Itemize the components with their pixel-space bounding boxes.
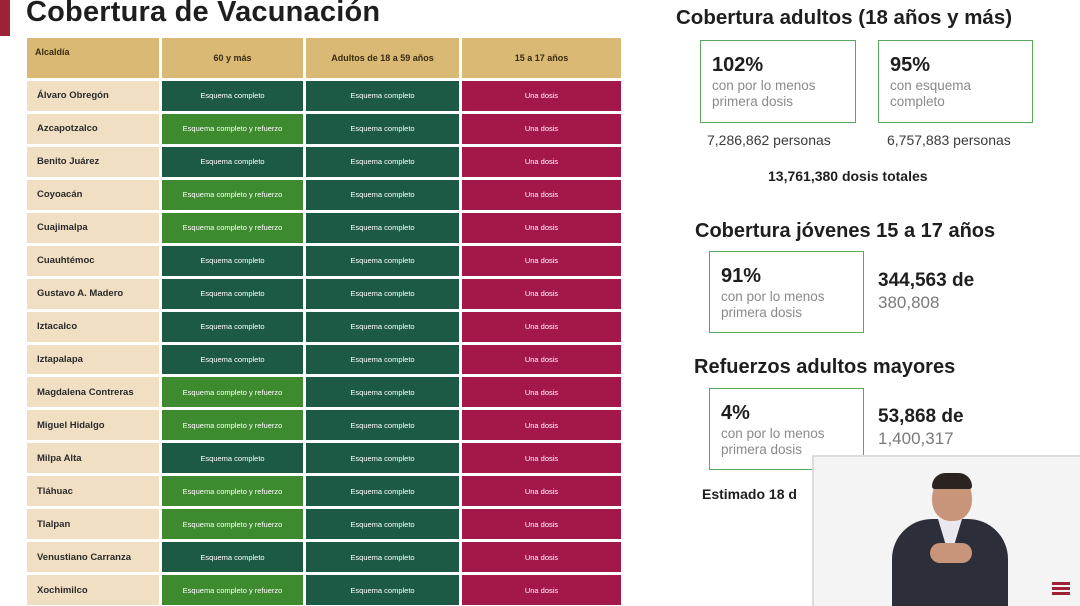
youth-pct: 91%	[721, 265, 762, 287]
vaccination-table	[24, 35, 624, 606]
adults-first-dose-people: 7,286,862 personas	[707, 132, 831, 148]
status-15-17-cell: Una dosis	[462, 246, 621, 276]
alcaldia-cell: Azcapotzalco	[27, 114, 159, 144]
status-15-17-cell: Una dosis	[462, 575, 621, 605]
status-15-17-cell: Una dosis	[462, 213, 621, 243]
alcaldia-cell: Gustavo A. Madero	[27, 279, 159, 309]
alcaldia-cell: Cuauhtémoc	[27, 246, 159, 276]
status-60-plus-cell: Esquema completo	[162, 312, 303, 342]
adults-complete-desc: con esquema completo	[890, 78, 972, 109]
status-60-plus-cell: Esquema completo	[162, 345, 303, 375]
estimate-footnote: Estimado 18 d	[702, 486, 797, 502]
alcaldia-cell: Milpa Alta	[27, 443, 159, 473]
youth-title: Cobertura jóvenes 15 a 17 años	[695, 220, 996, 242]
status-18-59-cell: Esquema completo	[306, 476, 459, 506]
status-60-plus-cell: Esquema completo y refuerzo	[162, 213, 303, 243]
header-alcaldia: Alcaldía	[27, 38, 159, 78]
table-row	[27, 81, 621, 111]
status-18-59-cell: Esquema completo	[306, 542, 459, 572]
table-row	[27, 509, 621, 539]
interpreter-hair	[932, 473, 972, 489]
broadcast-logo-icon	[1052, 582, 1070, 598]
table-row	[27, 147, 621, 177]
adults-complete-box	[878, 40, 1033, 123]
status-60-plus-cell: Esquema completo	[162, 279, 303, 309]
status-60-plus-cell: Esquema completo y refuerzo	[162, 476, 303, 506]
status-60-plus-cell: Esquema completo y refuerzo	[162, 114, 303, 144]
status-18-59-cell: Esquema completo	[306, 81, 459, 111]
table-row	[27, 575, 621, 605]
page-title: Cobertura de Vacunación	[26, 0, 381, 28]
alcaldia-cell: Xochimilco	[27, 575, 159, 605]
status-15-17-cell: Una dosis	[462, 81, 621, 111]
status-60-plus-cell: Esquema completo y refuerzo	[162, 575, 303, 605]
alcaldia-cell: Tlalpan	[27, 509, 159, 539]
status-15-17-cell: Una dosis	[462, 180, 621, 210]
table-row	[27, 542, 621, 572]
status-60-plus-cell: Esquema completo y refuerzo	[162, 377, 303, 407]
status-18-59-cell: Esquema completo	[306, 575, 459, 605]
status-15-17-cell: Una dosis	[462, 147, 621, 177]
status-18-59-cell: Esquema completo	[306, 377, 459, 407]
table-body	[27, 81, 621, 605]
alcaldia-cell: Cuajimalpa	[27, 213, 159, 243]
status-60-plus-cell: Esquema completo	[162, 542, 303, 572]
status-15-17-cell: Una dosis	[462, 377, 621, 407]
interpreter-video	[812, 455, 1080, 606]
header-60-plus: 60 y más	[162, 38, 303, 78]
status-18-59-cell: Esquema completo	[306, 114, 459, 144]
status-18-59-cell: Esquema completo	[306, 180, 459, 210]
alcaldia-cell: Magdalena Contreras	[27, 377, 159, 407]
alcaldia-cell: Miguel Hidalgo	[27, 410, 159, 440]
boosters-total: 1,400,317	[878, 429, 954, 448]
alcaldia-cell: Tláhuac	[27, 476, 159, 506]
adults-complete-people: 6,757,883 personas	[887, 132, 1011, 148]
table-row	[27, 476, 621, 506]
status-15-17-cell: Una dosis	[462, 279, 621, 309]
status-15-17-cell: Una dosis	[462, 410, 621, 440]
status-15-17-cell: Una dosis	[462, 509, 621, 539]
status-15-17-cell: Una dosis	[462, 345, 621, 375]
status-18-59-cell: Esquema completo	[306, 279, 459, 309]
table-row	[27, 180, 621, 210]
table-row	[27, 410, 621, 440]
boosters-pct: 4%	[721, 402, 750, 424]
status-60-plus-cell: Esquema completo	[162, 443, 303, 473]
status-15-17-cell: Una dosis	[462, 114, 621, 144]
youth-count: 344,563 de	[878, 270, 975, 291]
status-18-59-cell: Esquema completo	[306, 213, 459, 243]
table-row	[27, 443, 621, 473]
status-18-59-cell: Esquema completo	[306, 509, 459, 539]
status-15-17-cell: Una dosis	[462, 443, 621, 473]
alcaldia-cell: Iztapalapa	[27, 345, 159, 375]
table-row	[27, 114, 621, 144]
adults-first-dose-box	[700, 40, 856, 123]
status-18-59-cell: Esquema completo	[306, 246, 459, 276]
status-18-59-cell: Esquema completo	[306, 443, 459, 473]
table-header-row	[27, 38, 621, 78]
accent-bar	[0, 0, 10, 36]
youth-box	[709, 251, 864, 333]
alcaldia-cell: Coyoacán	[27, 180, 159, 210]
status-18-59-cell: Esquema completo	[306, 410, 459, 440]
youth-total: 380,808	[878, 293, 940, 312]
table-row	[27, 312, 621, 342]
adults-complete-pct: 95%	[890, 54, 931, 76]
table-row	[27, 279, 621, 309]
boosters-count: 53,868 de	[878, 406, 964, 427]
adults-total-doses: 13,761,380 dosis totales	[768, 168, 928, 184]
boosters-desc: con por lo menos primera dosis	[721, 426, 825, 457]
status-60-plus-cell: Esquema completo y refuerzo	[162, 180, 303, 210]
header-15-17: 15 a 17 años	[462, 38, 621, 78]
alcaldia-cell: Álvaro Obregón	[27, 81, 159, 111]
table-row	[27, 377, 621, 407]
adults-first-dose-pct: 102%	[712, 54, 764, 76]
table-row	[27, 213, 621, 243]
status-15-17-cell: Una dosis	[462, 542, 621, 572]
status-60-plus-cell: Esquema completo y refuerzo	[162, 509, 303, 539]
boosters-title: Refuerzos adultos mayores	[694, 356, 956, 378]
table-row	[27, 246, 621, 276]
status-60-plus-cell: Esquema completo y refuerzo	[162, 410, 303, 440]
adults-first-dose-desc: con por lo menos primera dosis	[712, 78, 816, 109]
status-15-17-cell: Una dosis	[462, 476, 621, 506]
table-row	[27, 345, 621, 375]
status-18-59-cell: Esquema completo	[306, 147, 459, 177]
status-60-plus-cell: Esquema completo	[162, 246, 303, 276]
alcaldia-cell: Benito Juárez	[27, 147, 159, 177]
status-18-59-cell: Esquema completo	[306, 345, 459, 375]
alcaldia-cell: Venustiano Carranza	[27, 542, 159, 572]
alcaldia-cell: Iztacalco	[27, 312, 159, 342]
adults-title: Cobertura adultos (18 años y más)	[676, 6, 1013, 29]
status-15-17-cell: Una dosis	[462, 312, 621, 342]
header-18-59: Adultos de 18 a 59 años	[306, 38, 459, 78]
interpreter-hands	[930, 543, 972, 563]
status-60-plus-cell: Esquema completo	[162, 81, 303, 111]
youth-desc: con por lo menos primera dosis	[721, 289, 825, 320]
status-18-59-cell: Esquema completo	[306, 312, 459, 342]
status-60-plus-cell: Esquema completo	[162, 147, 303, 177]
